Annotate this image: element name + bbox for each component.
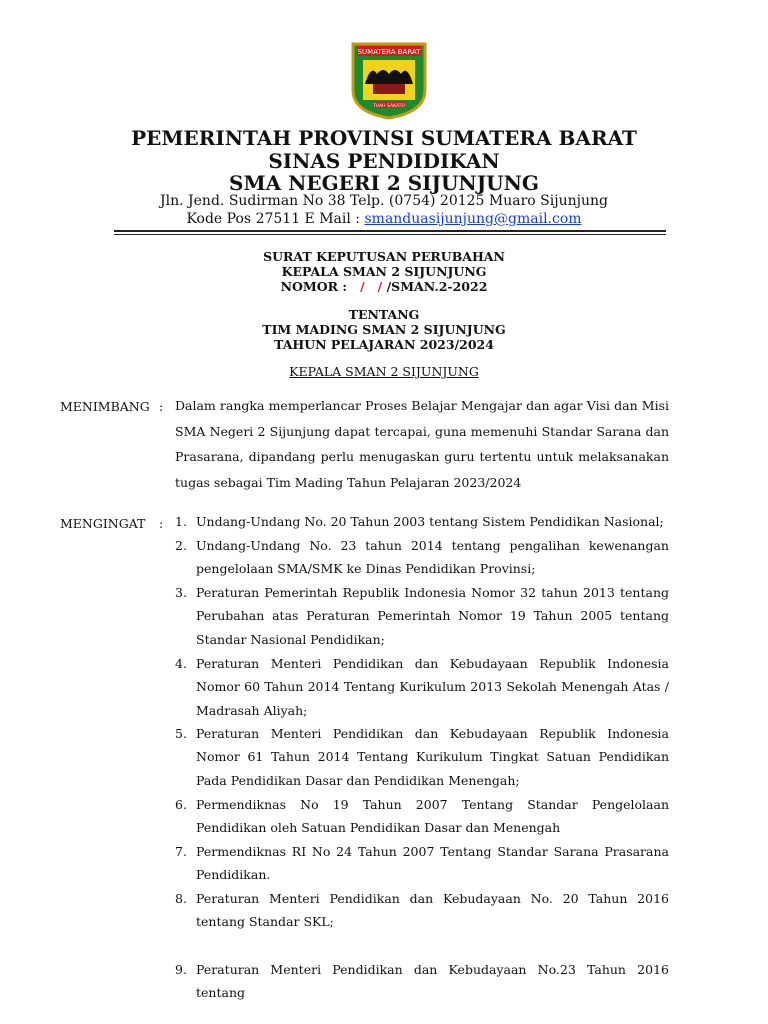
decree-number: NOMOR : / / /SMAN.2-2022 [280, 279, 488, 294]
list-item: 4. Peraturan Menteri Pendidikan dan Kebudayaan Republik Indonesia Nomor 60 Tahun 2014 Tentang Kurikulum 2013 Sekolah Menengah Atas / Madrasah Aliyah; [175, 656, 669, 718]
postcode-label: Kode Pos 27511 E Mail : [186, 211, 365, 227]
header-rule-thick [114, 230, 666, 232]
mengingat-label: MENGINGAT [60, 516, 146, 531]
kepala-heading: KEPALA SMAN 2 SIJUNJUNG [289, 364, 479, 379]
list-item: 6. Permendiknas No 19 Tahun 2007 Tentang Standar Pengelolaan Pendidikan oleh Satuan Pendidikan Dasar dan Menengah [175, 797, 669, 836]
menimbang-text: Dalam rangka memperlancar Proses Belajar Mengajar dan agar Visi dan Misi SMA Negeri 2 Sijunjung dapat tercapai, guna memenuhi Standar Sarana dan Prasarana, dipandang perlu menugaskan guru tertentu untuk melaksanakan tugas sebagai Tim Mading Tahun Pelajaran 2023/2024 [175, 398, 669, 490]
department-line: SINAS PENDIDIKAN [268, 149, 500, 173]
decree-issuer: KEPALA SMAN 2 SIJUNJUNG [281, 264, 487, 279]
menimbang-label: MENIMBANG [60, 399, 150, 414]
sumatera-barat-emblem [351, 42, 427, 120]
header-rule-thin [114, 234, 666, 235]
list-item: 3. Peraturan Pemerintah Republik Indonesia Nomor 32 tahun 2013 tentang Perubahan atas Peraturan Pemerintah Nomor 19 Tahun 2005 tentang Standar Nasional Pendidikan; [175, 585, 669, 647]
gov-line: PEMERINTAH PROVINSI SUMATERA BARAT [131, 126, 637, 150]
decree-title: SURAT KEPUTUSAN PERUBAHAN [263, 249, 505, 264]
list-item: 1. Undang-Undang No. 20 Tahun 2003 tentang Sistem Pendidikan Nasional; [175, 514, 664, 529]
list-item: 9. Peraturan Menteri Pendidikan dan Kebudayaan No.23 Tahun 2016 tentang [175, 962, 669, 1001]
address-line: Jln. Jend. Sudirman No 38 Telp. (0754) 20125 Muaro Sijunjung [160, 193, 608, 209]
list-item: 5. Peraturan Menteri Pendidikan dan Kebudayaan Republik Indonesia Nomor 61 Tahun 2014 Tentang Kurikulum Tingkat Satuan Pendidikan Pada Pendidikan Dasar dan Pendidikan Menengah; [175, 726, 669, 788]
svg-text:TUAH SAKATO: TUAH SAKATO [373, 104, 405, 109]
school-name: SMA NEGERI 2 SIJUNJUNG [229, 171, 539, 195]
emblem-banner-text: SUMATERA BARAT [357, 48, 421, 56]
contact-line [0, 211, 768, 227]
list-item: 8. Peraturan Menteri Pendidikan dan Kebudayaan No. 20 Tahun 2016 tentang Standar SKL; [175, 891, 669, 930]
subject-line-1: TIM MADING SMAN 2 SIJUNJUNG [262, 322, 506, 337]
list-item: 2. Undang-Undang No. 23 tahun 2014 tentang pengalihan kewenangan pengelolaan SMA/SMK ke Dinas Pendidikan Provinsi; [175, 538, 669, 577]
mengingat-colon: : [159, 516, 164, 531]
menimbang-colon: : [159, 399, 164, 414]
list-item: 7. Permendiknas RI No 24 Tahun 2007 Tentang Standar Sarana Prasarana Pendidikan. [175, 844, 669, 883]
email-link[interactable]: smanduasijunjung@gmail.com [364, 211, 582, 227]
tentang-heading: TENTANG [348, 307, 420, 322]
subject-line-2: TAHUN PELAJARAN 2023/2024 [274, 337, 494, 352]
